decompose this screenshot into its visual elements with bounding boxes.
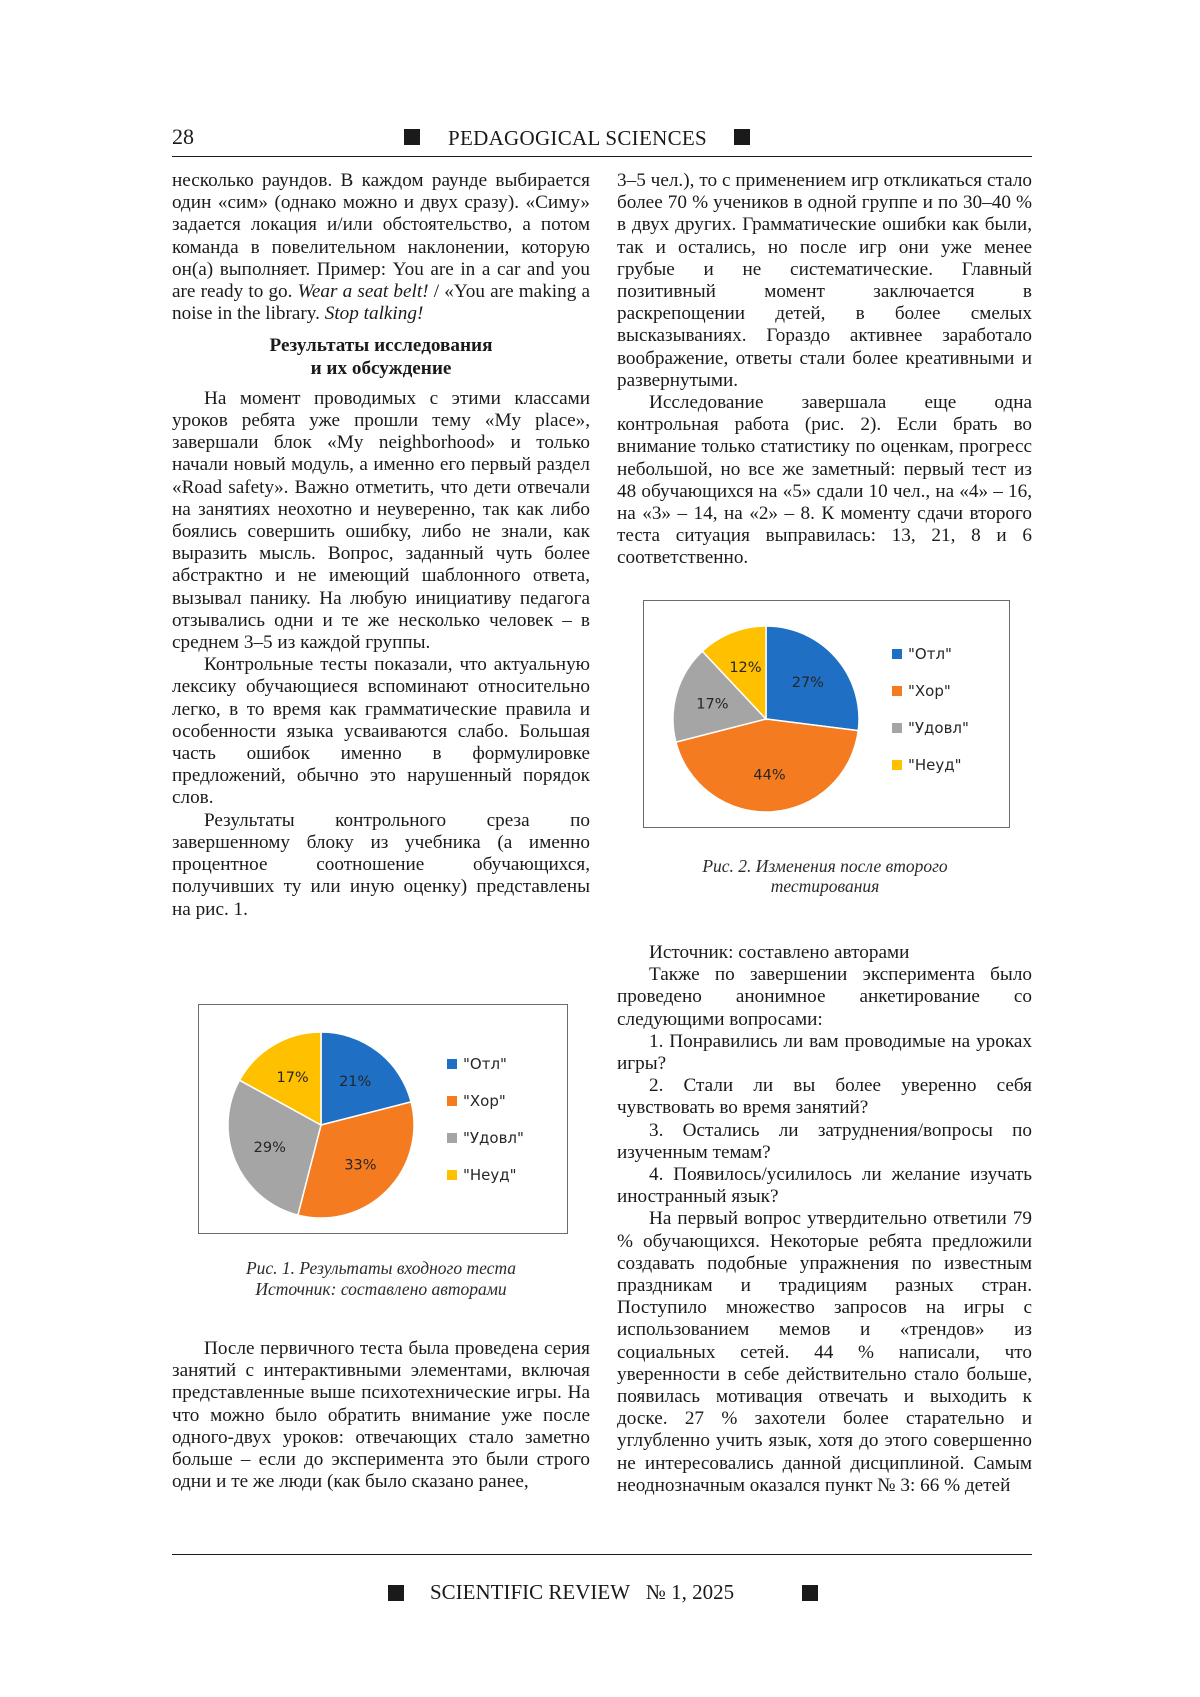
survey-question: 3. Остались ли затруднения/вопросы по изученным темам? bbox=[617, 1119, 1032, 1163]
footer-journal: SCIENTIFIC REVIEW № 1, 2025 bbox=[430, 1580, 735, 1604]
page-number: 28 bbox=[172, 124, 194, 149]
square-bullet-icon bbox=[734, 129, 750, 145]
paragraph: На первый вопрос утвердительно ответили 79 % обучающихся. Некоторые ребята предложили создавать подобные упражнения по известным праздникам и традициям разных стран. Поступило множество запросов на игры с использованием мемов и «трендов» из социальных сетей. 44 % написали, что уверенности в себе действительно стало больше, появилась мотивация отвечать и выходить к доске. 27 % захотели более старательно и углубленно учить язык, хотя до этого совершенно не интересовались данной дисциплиной. Самым неоднозначным оказался пункт № 3: 66 % детей bbox=[617, 1208, 1032, 1496]
slice-data-label: 33% bbox=[344, 1157, 377, 1174]
section-heading: Результаты исследования и их обсуждение bbox=[269, 335, 493, 379]
survey-question: 1. Понравились ли вам проводимые на уроках игры? bbox=[617, 1030, 1032, 1075]
slice-data-label: 29% bbox=[253, 1140, 286, 1157]
survey-question: 2. Стали ли вы более уверенно себя чувствовать во время занятий? bbox=[617, 1075, 1032, 1119]
paragraph: Результаты контрольного среза по завершенному блоку из учебника (а именно процентное соотношение обучающихся, получивших ту или иную оценку) представлены на рис. 1. bbox=[172, 809, 590, 920]
paragraph: несколько раундов. В каждом раунде выбирается один «сим» (однако можно и двух сразу). «Симу» задается локация и/или обстоятельство, а потом команда в повелительном наклонении, которую он(а) выполняет. Пример: You are in a car and you are ready to go. Wear a seat belt! / «You are making a noise in the library. Stop talking! bbox=[172, 170, 590, 325]
right-column-bottom bbox=[617, 942, 1032, 1497]
paragraph: Контрольные тесты показали, что актуальную лексику обучающиеся вспоминают относительно легко, в то время как грамматические правила и особенности языка усваиваются слабо. Большая часть ошибок именно в формулировке предложений, обычно это нарушенный порядок слов. bbox=[172, 654, 590, 809]
figure-1-source: Источник: составлено авторами bbox=[255, 1279, 507, 1299]
legend-swatch bbox=[892, 723, 902, 733]
figure-2-chart bbox=[643, 600, 1010, 828]
legend-label: "Удовл" bbox=[908, 719, 969, 737]
paragraph: 3–5 чел.), то с применением игр откликаться стало более 70 % учеников в одной группе и по 30–40 % в двух других. Грамматические ошибки как были, так и остались, но после игр они уже менее грубые и не систематические. Главный позитивный момент заключается в раскрепощении детей, в более смелых высказываниях. Гораздо активнее заработало воображение, ответы стали более креативными и развернутыми. bbox=[617, 170, 1032, 391]
right-column-top bbox=[617, 170, 1032, 570]
legend-label: "Неуд" bbox=[463, 1166, 517, 1184]
figure-1-chart bbox=[198, 1004, 568, 1234]
slice-data-label: 27% bbox=[791, 675, 824, 692]
legend-label: "Неуд" bbox=[908, 756, 962, 774]
paragraph: На момент проводимых с этими классами уроков ребята уже прошли тему «My place», завершали блок «My neighborhood» и только начали новый модуль, а именно его первый раздел «Road safety». Важно отметить, что дети отвечали на занятиях неохотно и неуверенно, так как либо боялись совершить ошибку, либо не знали, как выразить мысль. Вопрос, заданный чуть более абстрактно и не имеющий шаблонного ответа, вызывал панику. На любую инициативу педагога отзывались одни и те же несколько человек – в среднем 3–5 из каждой группы. bbox=[172, 387, 590, 654]
source-line: Источник: составлено авторами bbox=[649, 942, 910, 963]
paragraph: Исследование завершала еще одна контрольная работа (рис. 2). Если брать во внимание только статистику по оценкам, прогресс небольшой, но все же заметный: первый тест из 48 обучающихся на «5» сдали 10 чел., на «4» – 16, на «3» – 14, на «2» – 8. К моменту сдачи второго теста ситуация выправилась: 13, 21, 8 и 6 соответственно. bbox=[617, 392, 1032, 569]
header-rule bbox=[172, 156, 1032, 157]
slice-data-label: 12% bbox=[729, 660, 762, 677]
survey-question: 4. Появилось/усилилось ли желание изучать иностранный язык? bbox=[617, 1164, 1032, 1208]
page-footer bbox=[172, 1554, 1032, 1604]
pie-chart bbox=[199, 1005, 567, 1233]
legend-label: "Хор" bbox=[908, 682, 951, 700]
legend-swatch bbox=[892, 686, 902, 696]
left-column-bottom bbox=[172, 1338, 590, 1493]
legend-swatch bbox=[447, 1170, 457, 1180]
legend-swatch bbox=[892, 760, 902, 770]
square-bullet-icon bbox=[388, 1585, 404, 1601]
journal-section: PEDAGOGICAL SCIENCES bbox=[448, 126, 707, 150]
figure-2-caption: Рис. 2. Изменения после второго тестирования bbox=[702, 856, 948, 896]
paragraph: Также по завершении эксперимента было проведено анонимное анкетирование со следующими вопросами: bbox=[617, 964, 1032, 1030]
legend-swatch bbox=[892, 649, 902, 659]
footer-rule bbox=[172, 1554, 1032, 1555]
slice-data-label: 17% bbox=[276, 1069, 309, 1086]
legend-label: "Хор" bbox=[463, 1092, 506, 1110]
left-column-top bbox=[172, 170, 590, 921]
slice-data-label: 17% bbox=[696, 696, 729, 713]
pie-chart bbox=[644, 601, 1009, 827]
figure-1-caption: Рис. 1. Результаты входного теста bbox=[245, 1258, 517, 1278]
legend-label: "Отл" bbox=[463, 1055, 507, 1073]
legend-swatch bbox=[447, 1096, 457, 1106]
page-header bbox=[172, 122, 1032, 156]
legend-label: "Отл" bbox=[908, 645, 952, 663]
paragraph: После первичного теста была проведена серия занятий с интерактивными элементами, включая представленные выше психотехнические игры. На что можно было обратить внимание уже после одного-двух уроков: отвечающих стало заметно больше – если до эксперимента это были строго одни и те же люди (как было сказано ранее, bbox=[172, 1338, 590, 1493]
legend-label: "Удовл" bbox=[463, 1129, 524, 1147]
slice-data-label: 44% bbox=[753, 767, 786, 784]
square-bullet-icon bbox=[802, 1585, 818, 1601]
square-bullet-icon bbox=[404, 129, 420, 145]
legend-swatch bbox=[447, 1133, 457, 1143]
legend-swatch bbox=[447, 1059, 457, 1069]
slice-data-label: 21% bbox=[339, 1073, 372, 1090]
